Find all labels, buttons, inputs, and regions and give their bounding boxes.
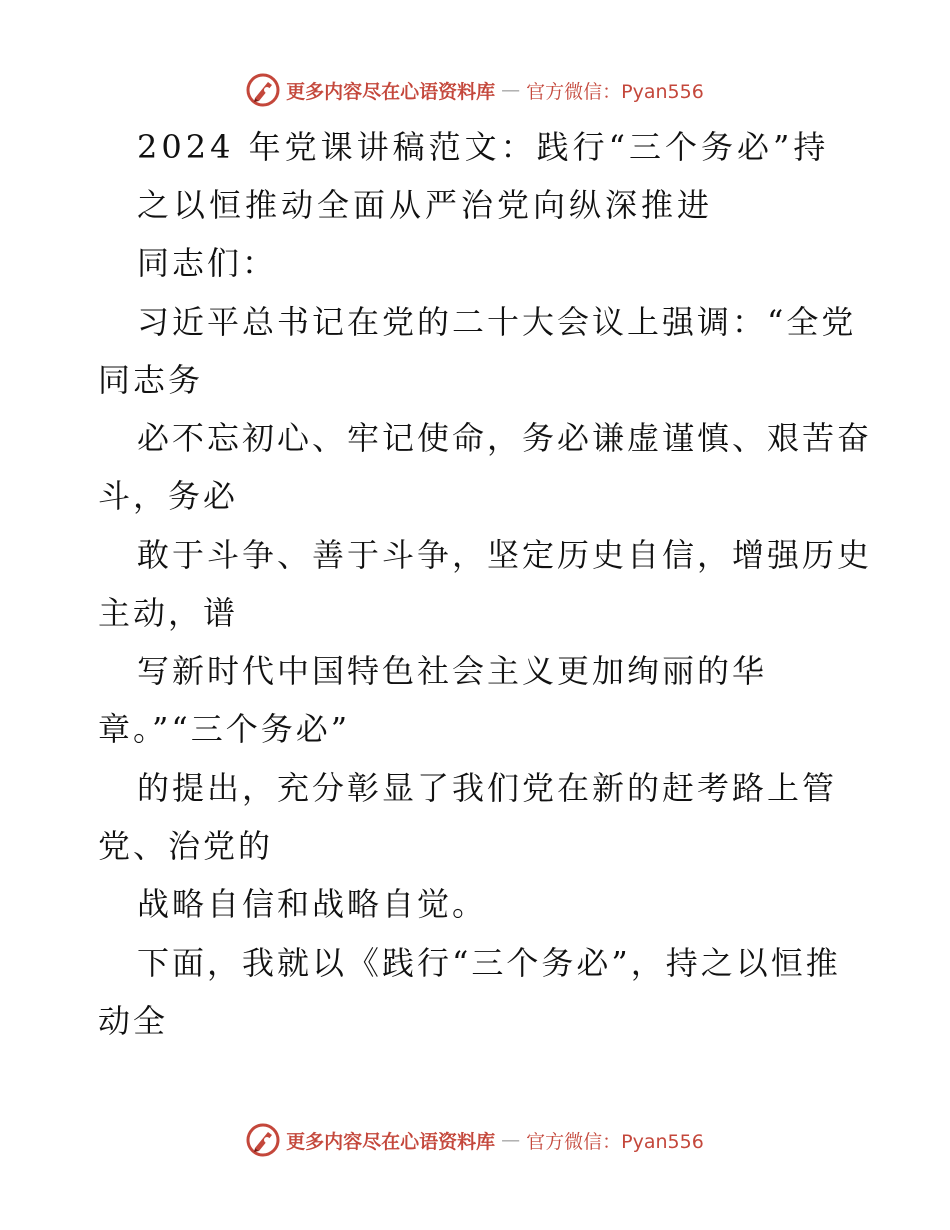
paragraph-line: 同志务 (98, 361, 204, 399)
greeting: 同志们： (137, 244, 278, 282)
watermark-wechat-text: 官方微信：Pyan556 (526, 80, 704, 103)
paragraph-line: 习近平总书记在党的二十大会议上强调：“全党 (137, 303, 857, 341)
paragraph-line: 战略自信和战略自觉。 (137, 885, 488, 923)
paragraph-line: 章。”“三个务必” (98, 710, 351, 748)
paragraph-line: 主动，谱 (98, 594, 239, 632)
document-title-line-1: 2024 年党课讲稿范文：践行“三个务必”持 (137, 128, 830, 166)
paragraph-line: 敢于斗争、善于斗争，坚定历史自信，增强历史 (137, 536, 873, 574)
watermark-wechat-text: 官方微信：Pyan556 (526, 1130, 704, 1153)
watermark-dash: — (501, 79, 521, 101)
paragraph-line: 必不忘初心、牢记使命，务必谦虚谨慎、艰苦奋 (137, 419, 873, 457)
watermark-site-text: 更多内容尽在心语资料库 (286, 80, 496, 103)
paragraph-line: 斗，务必 (98, 477, 239, 515)
document-title-line-2: 之以恒推动全面从严治党向纵深推进 (137, 186, 714, 224)
paragraph-line: 动全 (98, 1002, 169, 1040)
watermark-site-text: 更多内容尽在心语资料库 (286, 1130, 496, 1153)
footer-watermark (0, 1120, 950, 1160)
pen-logo-icon (246, 73, 280, 107)
watermark-dash: — (501, 1129, 521, 1151)
paragraph-line: 写新时代中国特色社会主义更加绚丽的华 (137, 652, 768, 690)
pen-logo-icon (246, 1123, 280, 1157)
header-watermark (0, 70, 950, 110)
paragraph-line: 的提出，充分彰显了我们党在新的赶考路上管 (137, 769, 838, 807)
paragraph-line: 下面，我就以《践行“三个务必”，持之以恒推 (137, 944, 841, 982)
paragraph-line: 党、治党的 (98, 827, 274, 865)
